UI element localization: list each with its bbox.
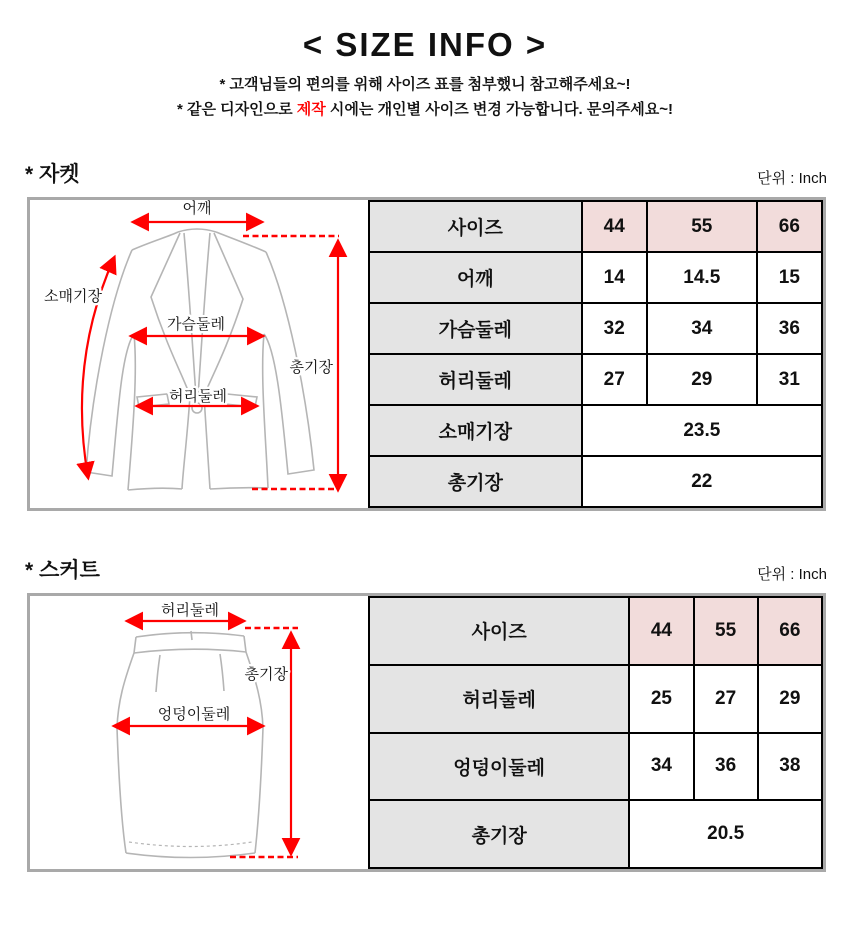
row-label: 총기장 — [369, 800, 629, 868]
table-row — [369, 665, 822, 733]
value-cell: 34 — [647, 303, 757, 354]
subtitle-line-2 — [0, 97, 850, 122]
waist-label: 허리둘레 — [169, 389, 227, 405]
table-row — [369, 456, 822, 507]
row-label: 어깨 — [369, 252, 582, 303]
skirt-size-box — [27, 593, 826, 872]
waist-label: 허리둘레 — [161, 603, 219, 619]
subtitle-line-2-prefix: * 같은 디자인으로 — [177, 101, 297, 118]
sleeve-length-label: 소매기장 — [44, 289, 102, 305]
merged-value-cell: 23.5 — [582, 405, 822, 456]
skirt-outline — [117, 631, 263, 858]
value-cell: 29 — [758, 665, 822, 733]
jacket-section-title: * 자켓 — [25, 163, 80, 186]
table-row — [369, 303, 822, 354]
table-row — [369, 252, 822, 303]
merged-value-cell: 22 — [582, 456, 822, 507]
hip-label: 엉덩이둘레 — [157, 707, 231, 723]
jacket-unit-label: 단위 : Inch — [757, 170, 827, 187]
size-cell: 55 — [647, 201, 757, 252]
skirt-unit-label: 단위 : Inch — [757, 566, 827, 583]
value-cell: 29 — [647, 354, 757, 405]
skirt-size-table — [368, 596, 823, 869]
jacket-measure-illustration — [30, 200, 368, 508]
skirt-section-header — [25, 554, 827, 584]
size-cell: 66 — [757, 201, 822, 252]
table-row — [369, 405, 822, 456]
value-cell: 31 — [757, 354, 822, 405]
value-cell: 38 — [758, 733, 822, 801]
row-label: 가슴둘레 — [369, 303, 582, 354]
row-label: 허리둘레 — [369, 665, 629, 733]
size-cell: 55 — [694, 597, 758, 665]
total-length-label: 총기장 — [289, 360, 333, 376]
row-label: 총기장 — [369, 456, 582, 507]
chest-label: 가슴둘레 — [167, 317, 225, 333]
skirt-diagram — [30, 596, 368, 869]
jacket-outline — [86, 229, 314, 490]
size-cell: 44 — [582, 201, 647, 252]
value-cell: 27 — [582, 354, 647, 405]
row-label: 허리둘레 — [369, 354, 582, 405]
table-row — [369, 800, 822, 868]
value-cell: 36 — [757, 303, 822, 354]
skirt-measure-illustration — [30, 596, 368, 869]
skirt-section-title: * 스커트 — [25, 559, 100, 582]
jacket-diagram — [30, 200, 368, 508]
subtitle-line-1: * 고객님들의 편의를 위해 사이즈 표를 첨부했니 참고해주세요~! — [219, 76, 631, 93]
row-label: 사이즈 — [369, 201, 582, 252]
table-row — [369, 354, 822, 405]
row-label: 소매기장 — [369, 405, 582, 456]
row-label: 사이즈 — [369, 597, 629, 665]
row-label: 엉덩이둘레 — [369, 733, 629, 801]
value-cell: 36 — [694, 733, 758, 801]
jacket-size-header-row — [369, 201, 822, 252]
subtitle — [0, 72, 850, 122]
subtitle-line-2-highlight: 제작 — [296, 101, 326, 118]
shoulder-label: 어깨 — [182, 201, 212, 217]
value-cell: 14 — [582, 252, 647, 303]
merged-value-cell: 20.5 — [629, 800, 822, 868]
value-cell: 32 — [582, 303, 647, 354]
value-cell: 14.5 — [647, 252, 757, 303]
page-title: < SIZE INFO > — [302, 26, 548, 63]
size-cell: 44 — [629, 597, 693, 665]
value-cell: 27 — [694, 665, 758, 733]
value-cell: 15 — [757, 252, 822, 303]
jacket-section-header — [25, 158, 827, 188]
table-row — [369, 733, 822, 801]
subtitle-line-2-suffix: 시에는 개인별 사이즈 변경 가능합니다. 문의주세요~! — [325, 101, 673, 118]
skirt-size-header-row — [369, 597, 822, 665]
value-cell: 34 — [629, 733, 693, 801]
jacket-size-box — [27, 197, 826, 511]
jacket-size-table — [368, 200, 823, 508]
value-cell: 25 — [629, 665, 693, 733]
total-length-label: 총기장 — [244, 667, 288, 683]
size-cell: 66 — [758, 597, 822, 665]
